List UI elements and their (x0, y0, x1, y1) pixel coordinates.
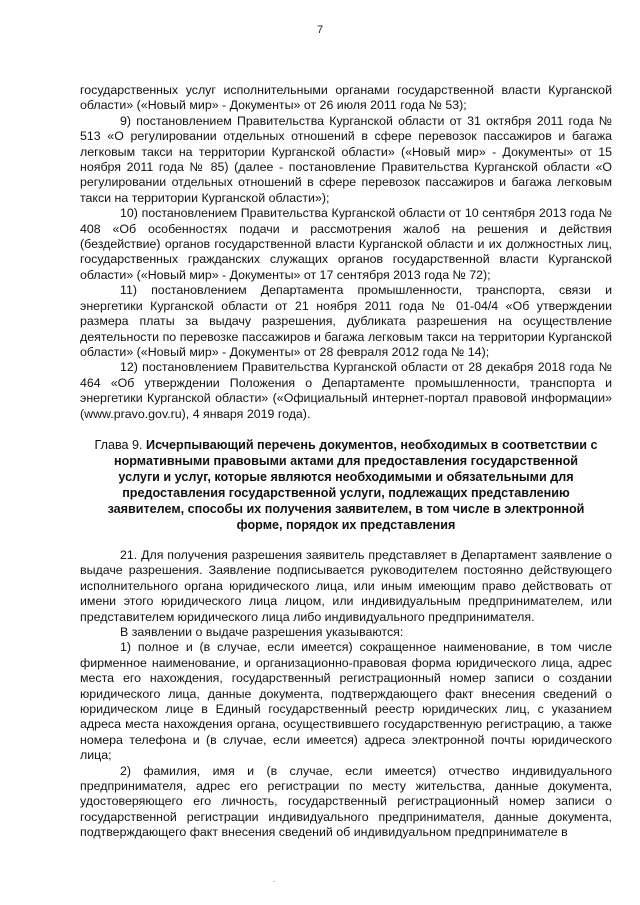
paragraph-item-11: 11) постановлением Департамента промышленности, транспорта, связи и энергетики Курганской области от 21 ноября 2011 года № 01-04/4 «Об утверждении размера платы за выдачу разрешения, дубликата разрешения на осуществление деятельности по перевозке пассажиров и багажа легковым такси на территории Курганской области» («Новый мир» - Документы» от 28 февраля 2012 года № 14); (80, 283, 612, 359)
chapter-heading (94, 437, 598, 533)
paragraph-list-item-1: 1) полное и (в случае, если имеется) сокращенное наименование, в том числе фирменное наименование, и организационно-правовая форма юридического лица, адрес места его нахождения, государственный регистрационный номер записи о создании юридического лица, данные документа, подтверждающего факт внесения сведений о юридическом лице в Единый государственный реестр юридических лиц, с указанием адреса места нахождения органа, осуществившего государственную регистрацию, а также номера телефона и (в случае, если имеется) адреса электронной почты юридического лица; (80, 640, 612, 763)
scan-speck: . (273, 874, 276, 884)
chapter-label: Глава 9. (94, 437, 147, 452)
paragraph-list-item-2: 2) фамилия, имя и (в случае, если имеется) отчество индивидуального предпринимателя, адрес его регистрации по месту жительства, данные документа, удостоверяющего его личность, государственный регистрационный номер записи о государственной регистрации индивидуального предпринимателя, данные документа, подтверждающего факт внесения сведений об индивидуальном предпринимателе в (80, 763, 612, 840)
chapter-title: Исчерпывающий перечень документов, необходимых в соответствии с нормативными правовыми актами для предоставления государственной услуги и услуг, которые являются необходимыми и обязательными для предоставления государственной услуги, подлежащих представлению заявителем, способы их получения заявителем, в том числе в электронной форме, порядок их представления (107, 437, 598, 532)
paragraph-continuation: государственных услуг исполнительными органами государственной власти Курганской области» («Новый мир» - Документы» от 26 июля 2011 года № 53); (80, 83, 612, 113)
paragraph-item-12: 12) постановлением Правительства Курганской области от 28 декабря 2018 года № 464 «Об утверждении Положения о Департаменте промышленности, транспорта и энергетики Курганской области» («Официальный интернет-портал правовой информации» (www.pravo.gov.ru), 4 января 2019 года). (80, 360, 612, 421)
document-body (80, 83, 612, 841)
paragraph-item-9: 9) постановлением Правительства Курганской области от 31 октября 2011 года № 513 «О регулировании отдельных отношений в сфере перевозок пассажиров и багажа легковым такси на территории Курганской области» («Новый мир» - Документы» от 15 ноября 2011 года № 85) (далее - постановление Правительства Курганской области «О регулировании отдельных отношений в сфере перевозок пассажиров и багажа легковым такси на территории Курганской области»); (80, 113, 612, 205)
paragraph-21: 21. Для получения разрешения заявитель представляет в Департамент заявление о выдаче разрешения. Заявление подписывается руководителем постоянно действующего исполнительного органа юридического лица, или иным имеющим право действовать от имени этого юридического лица лицом, или индивидуальным предпринимателем, или представителем юридического лица либо индивидуального предпринимателя. (80, 547, 612, 624)
paragraph-list-intro: В заявлении о выдаче разрешения указываются: (120, 624, 404, 639)
page-number: 7 (316, 24, 324, 36)
paragraph-item-10: 10) постановлением Правительства Курганской области от 10 сентября 2013 года № 408 «Об особенностях подачи и рассмотрения жалоб на решения и действия (бездействие) органов государственной власти Курганской области и их должностных лиц, государственных гражданских служащих органов государственной власти Курганской области» («Новый мир» - Документы» от 17 сентября 2013 года № 72); (80, 206, 612, 282)
